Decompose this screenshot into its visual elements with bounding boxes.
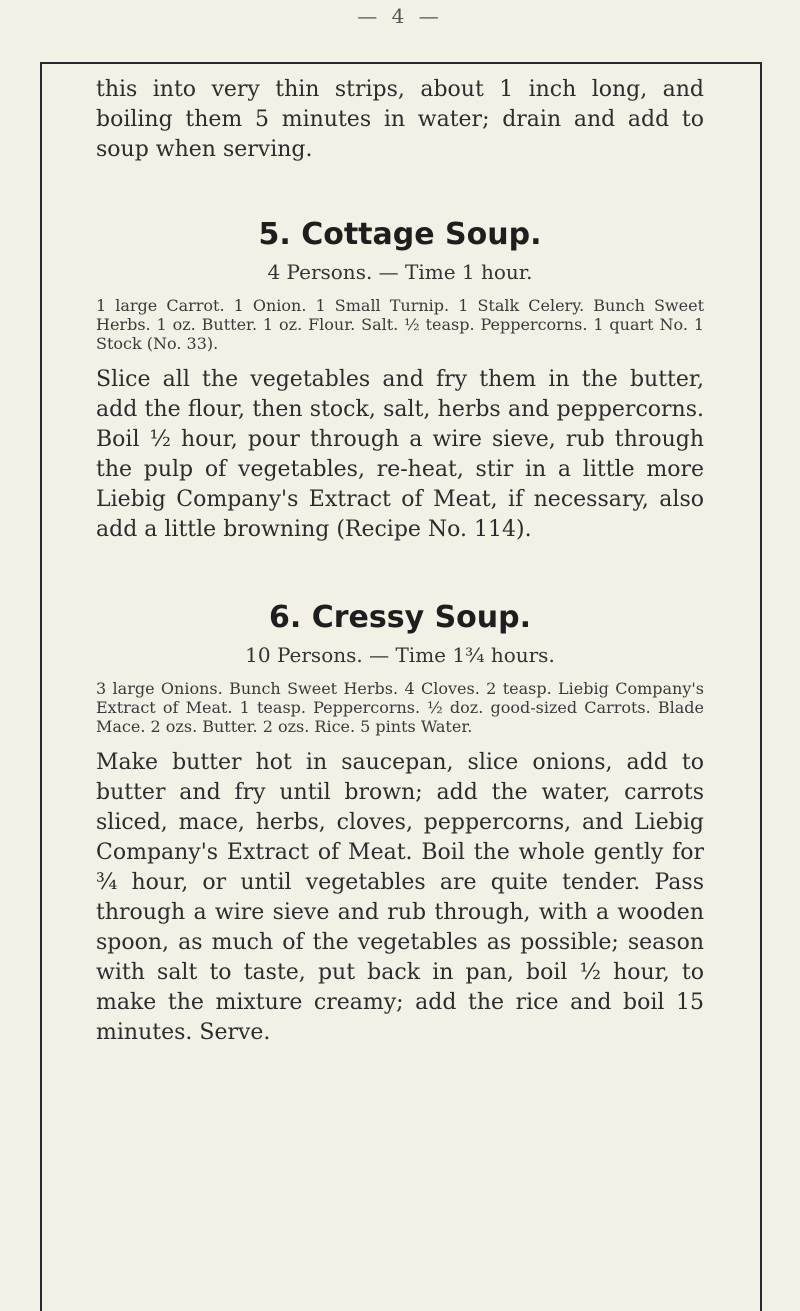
recipe-title: 5. Cottage Soup. — [258, 217, 542, 252]
recipe-method: Make butter hot in saucepan, slice onions, add to butter and fry until brown; add the water, carrots sliced, mace, herbs, cloves, peppercorns, and Liebig Company's Extract of Meat. Boil the whole gently for ¾ hour, or until vegetables are quite tender. Pass through a wire sieve and rub through, with a wooden spoon, as much of the vegetables as possible; season with salt to taste, put back in pan, boil ½ hour, to make the mixture creamy; add the rice and boil 15 minutes. Serve. — [96, 750, 704, 1045]
recipe-meta: 4 Persons. — Time 1 hour. — [267, 260, 533, 284]
recipe-meta: 10 Persons. — Time 1¾ hours. — [245, 643, 555, 667]
page-number: — 4 — — [357, 4, 443, 28]
recipe-method: Slice all the vegetables and fry them in the butter, add the flour, then stock, salt, herbs and peppercorns. Boil ½ hour, pour through a wire sieve, rub through the pulp of vegetables, re-heat, stir in a little more Liebig Company's Extract of Meat, if necessary, also add a little browning (Recipe No. 114). — [96, 367, 704, 542]
recipe-ingredients: 3 large Onions. Bunch Sweet Herbs. 4 Cloves. 2 teasp. Liebig Company's Extract of Meat. 1 teasp. Peppercorns. ½ doz. good-sized Carrots. Blade Mace. 2 ozs. Butter. 2 ozs. Rice. 5 pints Water. — [96, 679, 704, 736]
intro-paragraph: this into very thin strips, about 1 inch long, and boiling them 5 minutes in water; drain and add to soup when serving. — [96, 77, 704, 162]
recipe-title: 6. Cressy Soup. — [268, 600, 532, 635]
recipe-ingredients: 1 large Carrot. 1 Onion. 1 Small Turnip. 1 Stalk Celery. Bunch Sweet Herbs. 1 oz. Butter. 1 oz. Flour. Salt. ½ teasp. Peppercorns. 1 quart No. 1 Stock (No. 33). — [96, 296, 704, 353]
page-content — [96, 75, 704, 1048]
recipe-cottage-soup — [96, 217, 704, 545]
recipe-cressy-soup — [96, 600, 704, 1048]
